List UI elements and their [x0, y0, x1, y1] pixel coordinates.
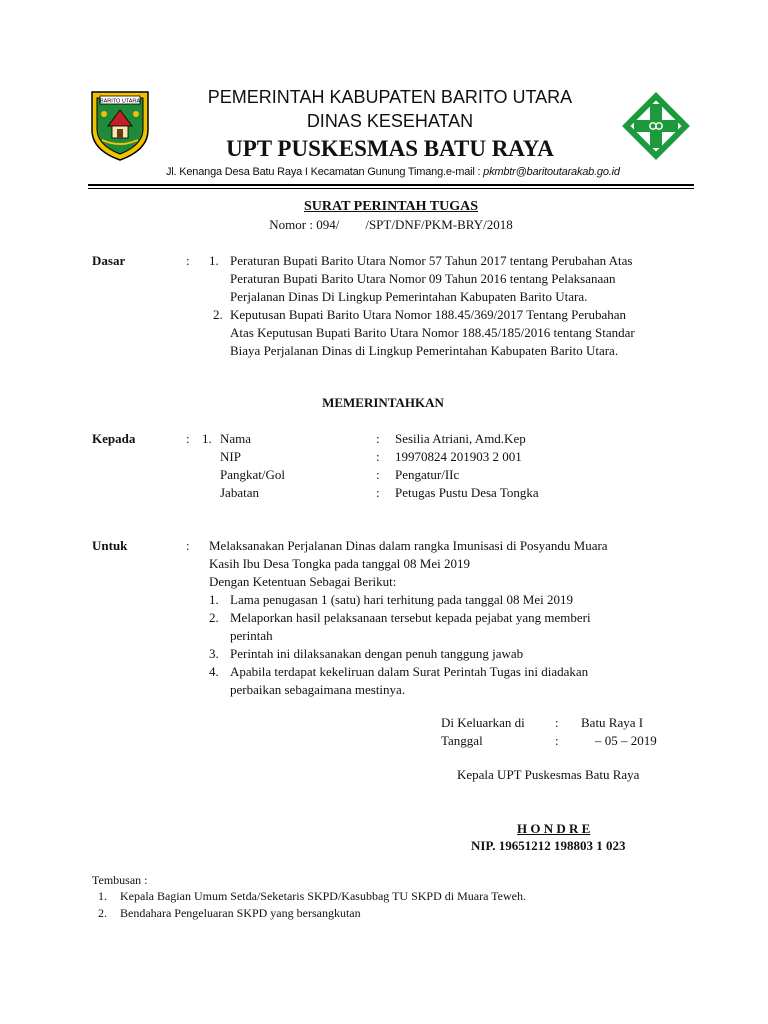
tembusan-item-1-text: Kepala Bagian Umum Setda/Seketaris SKPD/Kasubbag TU SKPD di Muara Teweh.: [120, 889, 526, 903]
untuk-item-1-line-1: Lama penugasan 1 (satu) hari terhitung pada tanggal 08 Mei 2019: [230, 592, 573, 607]
signature-name: H O N D R E: [517, 821, 591, 836]
puskesmas-logo: [620, 90, 692, 162]
tembusan-item-2-num: 2.: [98, 906, 107, 920]
dasar-item-2-line-1: Keputusan Bupati Barito Utara Nomor 188.45/369/2017 Tentang Perubahan: [230, 307, 626, 322]
letterhead-rule-thin: [88, 188, 694, 189]
untuk-item-2-num: 2.: [209, 610, 219, 625]
untuk-colon: :: [186, 538, 190, 553]
memerintahkan-heading: MEMERINTAHKAN: [322, 395, 444, 410]
untuk-item-3-line-1: Perintah ini dilaksanakan dengan penuh tanggung jawab: [230, 646, 524, 661]
dasar-item-1-line-1: Peraturan Bupati Barito Utara Nomor 57 Tahun 2017 tentang Perubahan Atas: [230, 253, 633, 268]
doc-number: Nomor : 094/ /SPT/DNF/PKM-BRY/2018: [269, 217, 513, 232]
letterhead-dept: DINAS KESEHATAN: [306, 111, 474, 131]
untuk-item-2-line-1: Melaporkan hasil pelaksanaan tersebut kepada pejabat yang memberi: [230, 610, 591, 625]
doc-title: SURAT PERINTAH TUGAS: [303, 199, 478, 214]
untuk-item-3-num: 3.: [209, 646, 219, 661]
crest-logo: [88, 86, 152, 162]
untuk-intro-line-2: Kasih Ibu Desa Tongka pada tanggal 08 Mei 2019: [209, 556, 470, 571]
tembusan-item-1-num: 1.: [98, 889, 107, 903]
issued-date-label: Tanggal: [441, 733, 483, 748]
kepada-value-jabatan: Petugas Pustu Desa Tongka: [395, 485, 539, 500]
crest-banner-text: BARITO UTARA: [99, 98, 141, 105]
dasar-label: Dasar: [92, 253, 126, 268]
kepada-num: 1.: [202, 431, 212, 446]
untuk-item-4-line-2: perbaikan sebagaimana mestinya.: [230, 682, 406, 697]
dasar-item-1-line-3: Perjalanan Dinas Di Lingkup Pemerintahan Kabupaten Barito Utara.: [230, 289, 588, 304]
kepada-field-pangkat: Pangkat/Gol: [220, 467, 285, 482]
issued-place-sep: :: [555, 715, 559, 730]
tembusan-label: Tembusan :: [92, 873, 148, 887]
signature-position: Kepala UPT Puskesmas Batu Raya: [457, 767, 640, 782]
kepada-colon: :: [186, 431, 190, 446]
kepada-sep-pangkat: :: [376, 467, 380, 482]
issued-place-value: Batu Raya I: [581, 715, 644, 730]
untuk-label: Untuk: [92, 538, 128, 553]
untuk-item-2-line-2: perintah: [230, 628, 273, 643]
dasar-item-2-line-3: Biaya Perjalanan Dinas di Lingkup Pemerintahan Kabupaten Barito Utara.: [230, 343, 619, 358]
kepada-sep-jabatan: :: [376, 485, 380, 500]
email-link[interactable]: pkmbtr@baritoutarakab.go.id: [483, 166, 620, 178]
kepada-value-nama: Sesilia Atriani, Amd.Kep: [395, 431, 526, 446]
letterhead-address: [166, 165, 620, 179]
kepada-field-jabatan: Jabatan: [220, 485, 259, 500]
letterhead-rule-thick: [88, 184, 694, 186]
barito-utara-crest-icon: [88, 86, 152, 162]
untuk-intro-line-1: Melaksanakan Perjalanan Dinas dalam rangka Imunisasi di Posyandu Muara: [209, 538, 608, 553]
dasar-item-1-num: 1.: [209, 253, 219, 268]
untuk-item-4-num: 4.: [209, 664, 219, 679]
puskesmas-cross-icon: [620, 90, 692, 162]
untuk-item-4-line-1: Apabila terdapat kekeliruan dalam Surat Perintah Tugas ini diadakan: [230, 664, 589, 679]
untuk-item-1-num: 1.: [209, 592, 219, 607]
dasar-item-2-line-2: Atas Keputusan Bupati Barito Utara Nomor 188.45/185/2016 tentang Standar: [230, 325, 635, 340]
signature-nip: NIP. 19651212 198803 1 023: [471, 838, 626, 853]
kepada-field-nama: Nama: [220, 431, 252, 446]
kepada-label: Kepada: [92, 431, 136, 446]
issued-date-sep: :: [555, 733, 559, 748]
kepada-value-pangkat: Pengatur/IIc: [395, 467, 460, 482]
letterhead-unit: UPT PUSKESMAS BATU RAYA: [226, 136, 554, 161]
issued-date-value: – 05 – 2019: [595, 733, 657, 748]
untuk-ketentuan: Dengan Ketentuan Sebagai Berikut:: [209, 574, 397, 589]
dasar-colon: :: [186, 253, 190, 268]
address-text: Jl. Kenanga Desa Batu Raya I Kecamatan Gunung Timang.e-mail :: [166, 166, 484, 178]
tembusan-item-2-text: Bendahara Pengeluaran SKPD yang bersangkutan: [120, 906, 361, 920]
kepada-field-nip: NIP: [220, 449, 241, 464]
dasar-item-1-line-2: Peraturan Bupati Barito Utara Nomor 09 Tahun 2016 tentang Pelaksanaan: [230, 271, 616, 286]
issued-place-label: Di Keluarkan di: [441, 715, 525, 730]
dasar-item-2-num: 2.: [213, 307, 223, 322]
kepada-value-nip: 19970824 201903 2 001: [395, 449, 522, 464]
kepada-sep-nip: :: [376, 449, 380, 464]
kepada-sep-nama: :: [376, 431, 380, 446]
letterhead-gov: PEMERINTAH KABUPATEN BARITO UTARA: [207, 87, 573, 107]
